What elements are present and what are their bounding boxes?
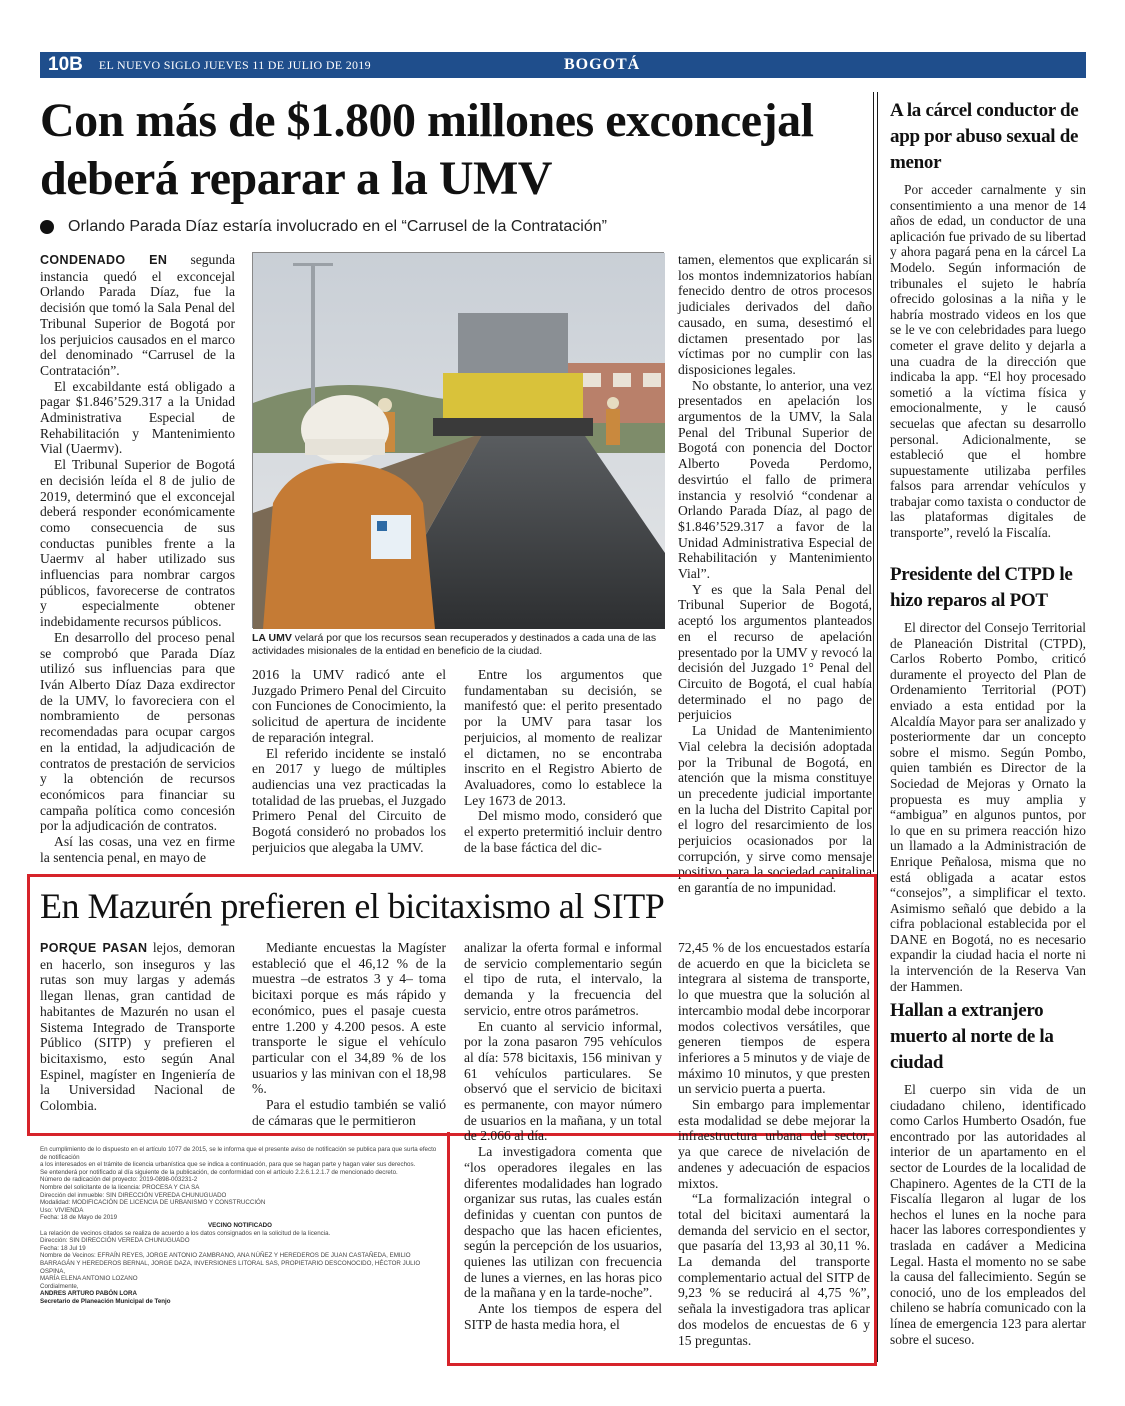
notice-line: Uso: VIVIENDA xyxy=(40,1206,84,1214)
notice-line: En cumplimiento de lo dispuesto en el artículo 1077 de 2015, se le informa que el presente aviso de notificación se publica para que surta efecto de notificación xyxy=(40,1146,437,1161)
paragraph: Para el estudio también se valió de cámaras que le permitieron xyxy=(252,1097,446,1128)
article-photo xyxy=(252,252,664,628)
notice-line: Cordialmente, xyxy=(40,1282,79,1290)
brief-title: Presidente del CTPD le hizo reparos al POT xyxy=(890,564,1073,611)
notice-line: Se entenderá por notificado al día siguiente de la publicación, de conformidad con el artículo 2.2.6.1.2.1.7 de mencionado decreto. xyxy=(40,1168,398,1176)
section-title: BOGOTÁ xyxy=(564,56,641,73)
paragraph: Ante los tiempos de espera del SITP de hasta media hora, el xyxy=(464,1301,662,1332)
paragraph: tamen, elementos que explicarán si los montos indemnizatorios habían fenecido dentro de otros procesos judiciales derivados del daño causado, en suma, desestimó el dictamen presentado por las víctimas por no cumplir con las disposiciones legales. xyxy=(678,252,872,377)
notice-line: La relación de vecinos citados se realiza de acuerdo a los datos consignados en la solicitud de la licencia. xyxy=(40,1229,331,1237)
newspaper-date: EL NUEVO SIGLO JUEVES 11 DE JULIO DE 2019 xyxy=(98,57,371,72)
caption-text: velará por que los recursos sean recuperados y destinados a cada una de las actividades misionales de la entidad en beneficio de la ciudad. xyxy=(252,632,657,657)
bottom-column-3 xyxy=(464,940,662,1360)
page-header-bar xyxy=(40,52,1086,78)
notice-line: MARÍA ELENA ANTONIO LOZANO xyxy=(40,1275,138,1283)
brief-3 xyxy=(890,998,1086,1358)
paragraph: Sin embargo para implementar esta modalidad se debe mejorar la infraestructura urbana del sector, ya que carece de nivelación de andenes y adecuación de espacios mixtos. xyxy=(678,1097,870,1191)
brief-body: El director del Consejo Territorial de Planeación Distrital (CTPD), Carlos Roberto Pombo, criticó duramente el proyecto del Plan de Ordenamiento Territorial (POT) enviado a esta entidad por la Alcaldía Mayor para ser analizado y posteriormente dar un concepto sobre el mismo. Según Pombo, quien también es Director de la Sociedad de Mejoras y Ornato la propuesta es muy amplia y “ambigua” en algunos puntos, por lo que en su primera reacción hizo un llamado a la Administración de Enrique Peñalosa, misma que no está obligada a acatar estos “consejos”, a simplificar el texto. Asimismo señaló que debido a la cifra poblacional establecida por el DANE en Bogotá, no es necesario expandir la ciudad hacia el norte ni la intervención de la Reserva Van der Hammen. xyxy=(890,620,1086,994)
bottom-column-1 xyxy=(40,940,235,1130)
paragraph: “La formalización integral o total del bicitaxi aumentará la demanda del servicio en el sector, que pasaría del 13,93 al 30,11 %. La demanda del transporte complementario actual del SITP de 9,23 % se reducirá al 4,75 %”, señala la investigadora tras aplicar dos modelos de encuestas de 6 y 15 preguntas. xyxy=(678,1191,870,1348)
paragraph: El excabildante está obligado a pagar $1.846’529.317 a la Unidad Administrativa Especial de Rehabilitación y Mantenimiento Vial (Uaermv). xyxy=(40,378,235,457)
notice-signer-role: Secretario de Planeación Municipal de Tenjo xyxy=(40,1297,171,1305)
notice-line: Fecha: 18 de Mayo de 2019 xyxy=(40,1214,118,1222)
notice-line: Dirección del inmueble: SIN DIRECCIÓN VEREDA CHUNUGUADO xyxy=(40,1191,227,1199)
column-gap xyxy=(878,96,881,1358)
paragraph: Y es que la Sala Penal del Tribunal Superior de Bogotá, aceptó los argumentos planteados en el recurso de apelación presentado por la UMV y revocó la decisión del Juzgado 1° Penal del Circuito de Bogotá, el cual había determinado el no pago de perjuicios xyxy=(678,581,872,723)
paragraph: Mediante encuestas la Magíster estableció que el 46,12 % de la muestra –de estratos 3 y 4– toma bicitaxi porque es más rápido y económico, pues el pasaje cuesta entre 1.200 y 4.200 pesos. A este transporte le sigue el vehículo particular con el 34,89 % de los usuarios y las minivan con el 18,98 %. xyxy=(252,940,446,1097)
article-column-4 xyxy=(678,252,872,896)
lead-word: CONDENADO EN xyxy=(40,253,168,267)
lead-word: PORQUE PASAN xyxy=(40,941,148,955)
paragraph: Así las cosas, una vez en firme la sentencia penal, en mayo de xyxy=(40,834,235,865)
paragraph: CONDENADO EN segunda instancia quedó el exconcejal Orlando Parada Díaz, fue la decisión que tomó la Sala Penal del Tribunal Superior de Bogotá por los perjuicios causados en el marco del denominado “Carrusel de la Contratación”. xyxy=(40,252,235,378)
brief-body: El cuerpo sin vida de un ciudadano chileno, identificado como Carlos Humberto Osadón, fue encontrado por las autoridades al interior de un apartamento en el sector de Lourdes de la localidad de Chapinero. Agentes de la CTI de la Fiscalía llegaron al lugar de los hechos el lunes en la noche para hacer las labores correspondientes y traslada en cadáver a Medicina Legal. Hasta el momento no se sabe la causa del fallecimiento. Según se conoció, uno de los empleados del chileno se habría comunicado con la línea de emergencia 123 para alertar sobre el suceso. xyxy=(890,1082,1086,1347)
notice-line: Dirección: SIN DIRECCIÓN VEREDA CHUNUGUADO xyxy=(40,1237,190,1245)
brief-body: Por acceder carnalmente y sin consentimiento a una menor de 14 años de edad, un conductor de una aplicación fue privado de su libertad y ahora pagará pena en la cárcel La Modelo. Según información de tribunales el sujeto le habría ofrecido golosinas a la niña y le habría mostrado videos en los que se le ve con celebridades para luego cometer el grave delito y dejarla a una cuadra de la dirección que indicaba la app. “El hoy procesado sometió a la víctima física y emocionalmente, y le causó secuelas que afectan su desarrollo personal. Adicionalmente, se estableció que el hombre supuestamente utilizaba perfiles falsos para arrendar vehículos y trabajar como taxista o conductor de las plataformas digitales de transporte”, reveló la Fiscalía. xyxy=(890,182,1086,541)
notice-title: VECINO NOTIFICADO xyxy=(208,1221,272,1229)
caption-bold: LA UMV xyxy=(252,632,292,644)
photo-caption xyxy=(252,632,664,658)
paragraph: analizar la oferta formal e informal de servicio complementario según el tipo de ruta, el intervalo, la demanda y la frecuencia del servicio, entre otros parámetros. xyxy=(464,940,662,1018)
notice-line: Nombre de Vecinos: EFRAÍN REYES, JORGE ANTONIO ZAMBRANO, ANA NÚÑEZ Y HEREDEROS DE JUAN CASTAÑEDA, EMILIO xyxy=(40,1252,411,1260)
brief-1 xyxy=(890,98,1086,548)
paragraph: La Unidad de Mantenimiento Vial celebra la decisión adoptada por la Tribunal de Bogotá, en atención que la misma constituye un precedente judicial importante en la lucha del Distrito Capital por el logro del resarcimiento de los perjuicios ocasionados por la corrupción, y sirve como mensaje positivo para la sociedad capitalina en garantía de no impunidad. xyxy=(678,723,872,896)
article-column-3 xyxy=(464,667,662,863)
brief-2 xyxy=(890,562,1086,994)
bottom-column-2 xyxy=(252,940,446,1130)
article-column-2 xyxy=(252,667,446,863)
notice-line: BARRAGÁN Y HEREDEROS BERNAL, JORGE DAZA, INVERSIONES LITORAL SAS, PROPIETARIO DESCONOCIDO, HÉCTOR JULIO OSPINA, xyxy=(40,1259,421,1275)
notice-line: a los interesados en el trámite de licencia urbanística que se indica a continuación, para que se hagan parte y hagan valer sus derechos. xyxy=(40,1161,416,1169)
notice-line: Modalidad: MODIFICACIÓN DE LICENCIA DE URBANISMO Y CONSTRUCCIÓN xyxy=(40,1199,266,1207)
column-divider xyxy=(873,92,874,872)
road-works-illustration xyxy=(253,253,665,629)
notice-line: Número de radicación del proyecto: 2019-0898-003231-2 xyxy=(40,1176,198,1184)
brief-title: Hallan a extranjero muerto al norte de la ciudad xyxy=(890,1000,1054,1073)
brief-title: A la cárcel conductor de app por abuso sexual de menor xyxy=(890,100,1079,173)
paragraph: La investigadora comenta que “los operadores ilegales en las diferentes modalidades han logrado organizar sus rutas, las cuales están definidas y cuentan con puntos de despacho que las hacen eficientes, según la percepción de los usuarios, quienes las utilizan con frecuencia de lunes a viernes, en las horas pico de la mañana y en la tarde-noche”. xyxy=(464,1144,662,1301)
notice-line: Fecha: 18 Jul 19 xyxy=(40,1244,86,1252)
article-subheadline xyxy=(40,218,880,236)
paragraph: El Tribunal Superior de Bogotá en decisión leída el 8 de julio de 2019, determinó que el exconcejal deberá responder económicamente como consecuencia de sus conductas punibles frente a la Uaermv al haber utilizado sus influencias para nombrar cargos públicos, favorecerse de contratos y especialmente obtener indebidamente recursos públicos. xyxy=(40,457,235,630)
paragraph: En cuanto al servicio informal, por la zona pasaron 795 vehículos al día: 578 bicitaxis, 156 minivan y 61 vehículos particulares. Se observó que el servicio de bicitaxi es permanente, con mayor número de usuarios en la mañana, y un total de 2.066 al día. xyxy=(464,1018,662,1144)
notice-line: Nombre del solicitante de la licencia: PROCESA Y CIA SA xyxy=(40,1183,200,1191)
legal-notice xyxy=(40,1146,440,1356)
paragraph: Entre los argumentos que fundamentaban su decisión, se manifestó que: el perito presentado por la UMV para tasar los perjuicios, al momento de realizar el dictamen, no se encontraba inscrito en el Registro Abierto de Avaluadores, como lo establece la Ley 1673 de 2013. xyxy=(464,667,662,808)
article-headline: Con más de $1.800 millones exconcejal deberá reparar a la UMV xyxy=(40,94,814,205)
bullet-icon xyxy=(40,220,54,234)
bottom-column-4 xyxy=(678,940,870,1360)
paragraph: Del mismo modo, consideró que el experto pretermitió incluir dentro de la base fáctica del dic- xyxy=(464,808,662,855)
subheadline-text: Orlando Parada Díaz estaría involucrado en el “Carrusel de la Contratación” xyxy=(68,218,607,235)
paragraph: El referido incidente se instaló en 2017 y luego de múltiples audiencias una vez practicadas la totalidad de las pruebas, el Juzgado Primero Penal del Circuito de Bogotá consideró no probados los perjuicios que alegaba la UMV. xyxy=(252,745,446,855)
paragraph: PORQUE PASAN lejos, demoran en hacerlo, son inseguros y las rutas son muy largas y además llegan llenas, gran cantidad de habitantes de Mazurén no usan el Sistema Integrado de Transporte Público (SITP) y prefieren el bicitaxismo, esto según Anal Espinel, magíster en Ingeniería de la Universidad Nacional de Colombia. xyxy=(40,940,235,1114)
page-number: 10B xyxy=(40,54,91,76)
paragraph: En desarrollo del proceso penal se comprobó que Parada Díaz utilizó sus influencias para que Iván Alberto Díaz Daza exdirector de la UMV, lo favoreciera con el nombramiento de personas recomendadas para ocupar cargos en la entidad, la adjudicación de contratos de prestación de servicios y la obtención de recursos económicos para financiar su campaña política como concesión por la adjudicación de contratos. xyxy=(40,629,235,834)
article-column-1 xyxy=(40,252,235,864)
paragraph: 2016 la UMV radicó ante el Juzgado Primero Penal del Circuito con Funciones de Conocimiento, la solicitud de apertura de incidente de reparación integral. xyxy=(252,667,446,745)
bottom-article-headline: En Mazurén prefieren el bicitaxismo al SITP xyxy=(40,886,665,926)
paragraph: No obstante, lo anterior, una vez presentados en apelación los argumentos de la UMV, la Sala Penal del Tribunal Superior de Bogotá con ponencia del Doctor Alberto Poveda Perdomo, desvirtúo el fallo de primera instancia y resolvió “condenar a Orlando Parada Díaz, al pago de $1.846’529.317 a favor de la Unidad Administrativa Especial de Rehabilitación y Mantenimiento Vial”. xyxy=(678,377,872,582)
notice-signer: ANDRES ARTURO PABÓN LORA xyxy=(40,1290,137,1298)
paragraph: 72,45 % de los encuestados estaría de acuerdo en que la bicicleta se integrara al sistema de transporte, lo que muestra que la solución al intercambio modal debe incorporar modos colectivos versátiles, que generen tiempos de espera inferiores a 5 minutos y de viaje de máximo 10 minutos, y que presten un servicio puerta a puerta. xyxy=(678,940,870,1097)
